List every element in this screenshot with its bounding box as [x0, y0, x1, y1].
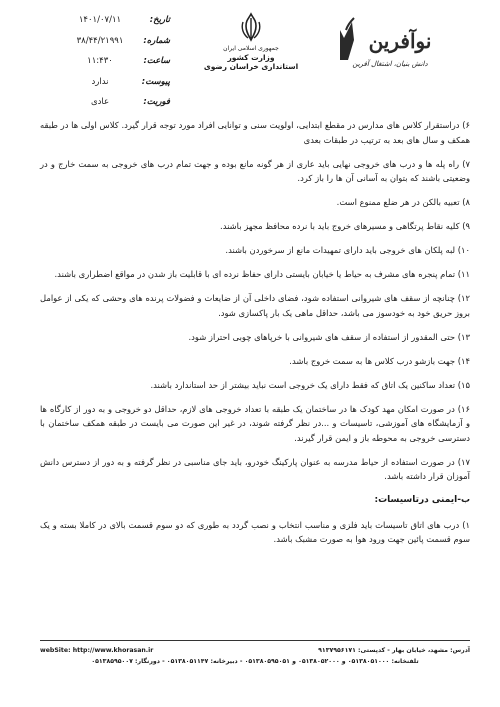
letter-meta [70, 10, 170, 113]
logo-wordmark: نوآفرین [368, 29, 432, 53]
paragraph: ۱۴) جهت بازشو درب کلاس ها به سمت خروج باشد. [289, 355, 470, 366]
paragraph: ۹) کلیه نقاط پرتگاهی و مسیرهای خروج باید با نرده محافظ مجهز باشند. [220, 221, 470, 231]
paragraph: ۱۵) تعداد ساکنین یک اتاق که فقط دارای یک خروجی است نباید بیشتر از حد استاندارد باشند. [150, 379, 470, 390]
footer-phones: تلفنخانه: ۰۵۱۳۸۰۵۱۰۰۰ و ۰۵۱۳۸۰۵۲۰۰۰ و ۰۵۱۳۸۰۵۹۵۰۵۱ - دبیرخانه: ۰۵۱۳۸۰۵۱۱۴۷ - دورنگار: ۰۵۱۳۸۵۹۵۰۰۷ [91, 658, 419, 665]
paragraph: ۶) دراستقرار کلاس های مدارس در مقطع ابتدایی، اولویت سنی و توانایی افراد مورد توجه قرار گیرد. کلاس اولی ها در طبقه همکف و سال های بعد به ترتیب در طبقات بعدی [40, 120, 470, 145]
iran-emblem-icon [238, 12, 264, 42]
footer-address: آدرس: مشهد، خیابان بهار - کدپستی: ۹۱۳۷۹۵۶۱۷۱ [318, 647, 470, 654]
meta-time: ساعت: ۱۱:۴۳۰ [87, 56, 170, 66]
government-title: جمهوری اسلامی ایران وزارت کشور استانداری خراسان رضوی [203, 45, 299, 71]
meta-number: شماره: ۳۸/۴۴/۲۱۹۹۱ [76, 35, 170, 46]
footer-line-1 [40, 645, 470, 656]
paragraph: ۱۷) در صورت استفاده از حیاط مدرسه به عنوان پارکینگ خودرو، باید جای مناسبی در نظر گرفته و به دور از دسترس دانش آموزان قرار داشته باشد. [40, 456, 470, 481]
paragraph: ۱۲) چنانچه از سقف های شیروانی استفاده شود، فضای داخلی آن از ضایعات و فضولات پرنده های وحشی که یکی از عوامل بروز حریق خود به خودسوز می باشد، حداقل ماهی یک بار پاکسازی شود. [40, 293, 470, 318]
paragraph: ۱) درب های اتاق تاسیسات باید فلزی و مناسب انتخاب و نصب گردد به طوری که دو سوم قسمت بالای در کاملا بسته و یک سوم قسمت پائین جهت ورود هوا به صورت مشبک باشد. [40, 519, 470, 544]
footer-divider [40, 640, 470, 641]
paragraph: ۱۳) حتی المقدور از استفاده از سقف های شیروانی با خرپاهای چوبی احتراز شود. [188, 331, 470, 342]
paragraph: ۷) راه پله ها و درب های خروجی نهایی باید عاری از هر گونه مانع بوده و جهت تمام درب های خروجی به سمت خارج و در وضعیتی باشند که بتوان به آسانی آن ها را باز کرد. [40, 158, 470, 183]
letterhead [0, 0, 500, 118]
paragraph: ۸) تعبیه بالکن در هر ضلع ممنوع است. [336, 197, 470, 207]
section-heading: ب-ایمنی درتاسیسات: [374, 495, 470, 505]
noafarin-logo [330, 10, 440, 80]
footer-website: webSite: http://www.khorasan.ir [40, 647, 154, 654]
letter-footer [40, 640, 470, 667]
letter-body [40, 118, 470, 556]
meta-priority: فوریت: عادی [90, 97, 170, 107]
logo-tagline: دانش بنیان، اشتغال آفرین [352, 60, 428, 68]
paragraph: ۱۶) در صورت امکان مهد کودک ها در ساختمان یک طبقه با تعداد خروجی های لازم، حداقل دو خروجی و به دور از کارگاه ها و آزمایشگاه های آموزشی، تاسیسات و ...در نظر گرفته شوند، در غیر این صورت می بایست در طبقه همکف ساختمان با دسترسی خروجی به محوطه باز و ایمن قرار گیرند. [40, 403, 470, 443]
paragraph: ۱۱) تمام پنجره های مشرف به حیاط یا خیابان بایستی دارای حفاظ نرده ای با قابلیت باز شدن در مواقع اضطراری باشند. [54, 269, 470, 279]
meta-date: تاریخ: ۱۴۰۱/۰۷/۱۱ [78, 15, 170, 25]
paragraph: ۱۰) لبه پلکان های خروجی باید دارای تمهیدات مانع از سرخوردن باشند. [225, 245, 470, 255]
meta-attachment: پیوست: ندارد [91, 76, 170, 87]
